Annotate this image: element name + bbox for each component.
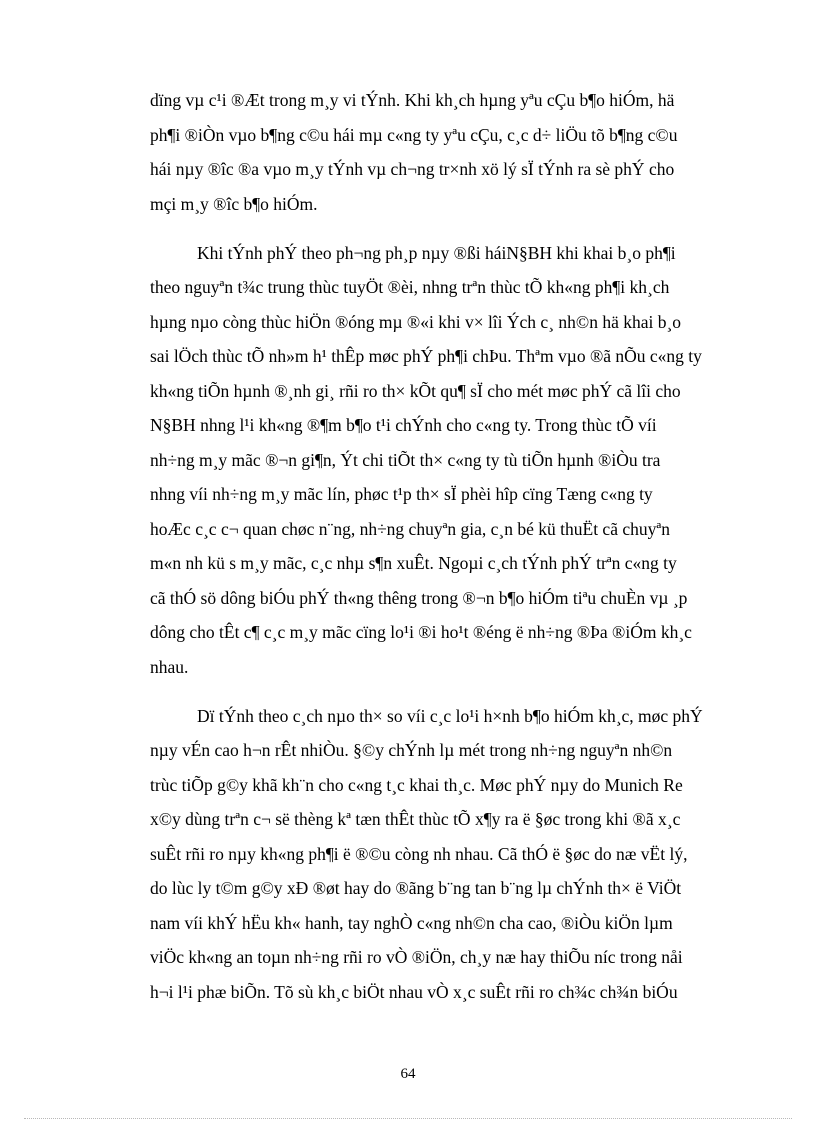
text-line: N§BH nhng l¹i kh«ng ®¶m b¶o t¹i chÝnh cho c«ng ty. Trong thùc tÕ víi	[150, 415, 657, 435]
text-line: ph¶i ®iÒn vµo b¶ng c©u hái mµ c«ng ty yªu cÇu, c¸c d÷ liÖu tõ b¶ng c©u	[150, 125, 678, 145]
text-line: x©y dùng trªn c¬ së thèng kª tæn thÊt thùc tÕ x¶y ra ë §øc trong khi ®ã x¸c	[150, 809, 681, 829]
page-number: 64	[400, 1066, 416, 1082]
text-line: nh÷ng m¸y mãc ®¬n gi¶n, Ýt chi tiÕt th× c«ng ty tù tiÕn hµnh ®iÒu tra	[150, 450, 661, 470]
text-line: suÊt rñi ro nµy kh«ng ph¶i ë ®©u còng nh nhau. Cã thÓ ë §øc do næ vËt lý,	[150, 844, 688, 864]
paragraph-first-line: Dï tÝnh theo c¸ch nµo th× so víi c¸c lo¹i h×nh b¶o hiÓm kh¸c, møc phÝ	[197, 706, 703, 726]
text-line: kh«ng tiÕn hµnh ®¸nh gi¸ rñi ro th× kÕt qu¶ sÏ cho mét møc phÝ cã lîi cho	[150, 381, 681, 401]
text-line: theo nguyªn t¾c trung thùc tuyÖt ®èi, nhng trªn thùc tÕ kh«ng ph¶i kh¸ch	[150, 277, 670, 297]
paragraph-first-line: Khi tÝnh phÝ theo ph¬ng ph¸p nµy ®ßi háiN§BH khi khai b¸o ph¶i	[197, 243, 676, 263]
text-line: m«n nh kü s m¸y mãc, c¸c nhµ s¶n xuÊt. Ngoµi c¸ch tÝnh phÝ trªn c«ng ty	[150, 553, 677, 573]
text-line: hµng nµo còng thùc hiÖn ®óng mµ ®«i khi v× lîi Ých c¸ nh©n hä khai b¸o	[150, 312, 682, 332]
text-line: hái nµy ®îc ®a vµo m¸y tÝnh vµ ch¬ng tr×nh xö lý sÏ tÝnh ra sè phÝ cho	[150, 159, 675, 179]
text-line: nhng víi nh÷ng m¸y mãc lín, phøc t¹p th× sÏ phèi hîp cïng Tæng c«ng ty	[150, 484, 653, 504]
text-line: hoÆc c¸c c¬ quan chøc n¨ng, nh÷ng chuyªn gia, c¸n bé kü thuËt cã chuyªn	[150, 519, 670, 539]
text-line: nhau.	[150, 657, 189, 677]
text-line: nam víi khÝ hËu kh« hanh, tay nghÒ c«ng nh©n cha cao, ®iÒu kiÖn lµm	[150, 913, 673, 933]
text-line: trùc tiÕp g©y khã kh¨n cho c«ng t¸c khai th¸c. Møc phÝ nµy do Munich Re	[150, 775, 683, 795]
text-line: mçi m¸y ®îc b¶o hiÓm.	[150, 194, 318, 214]
text-line: do lùc ly t©m g©y xÐ ®øt hay do ®ãng b¨ng tan b¨ng lµ chÝnh th× ë ViÖt	[150, 878, 682, 898]
text-line: nµy vÉn cao h¬n rÊt nhiÒu. §©y chÝnh lµ mét trong nh÷ng nguyªn nh©n	[150, 740, 673, 760]
text-line: h¬i l¹i phæ biÕn. Tõ sù kh¸c biÖt nhau vÒ x¸c suÊt rñi ro ch¾c ch¾n biÓu	[150, 982, 678, 1002]
text-line: viÖc kh«ng an toµn nh÷ng rñi ro vÒ ®iÖn, ch¸y næ hay thiÕu níc trong nåi	[150, 947, 683, 967]
text-line: cã thÓ sö dông biÓu phÝ th«ng thêng trong ®¬n b¶o hiÓm tiªu chuÈn vµ ¸p	[150, 588, 688, 608]
footer-divider	[24, 1118, 792, 1119]
text-line: dïng vµ c¹i ®Æt trong m¸y vi tÝnh. Khi kh¸ch hµng yªu cÇu b¶o hiÓm, hä	[150, 90, 675, 110]
text-line: sai lÖch thùc tÕ nh»m h¹ thÊp møc phÝ ph¶i chÞu. Thªm vµo ®ã nÕu c«ng ty	[150, 346, 702, 366]
text-line: dông cho tÊt c¶ c¸c m¸y mãc cïng lo¹i ®i ho¹t ®éng ë nh÷ng ®Þa ®iÓm kh¸c	[150, 622, 692, 642]
